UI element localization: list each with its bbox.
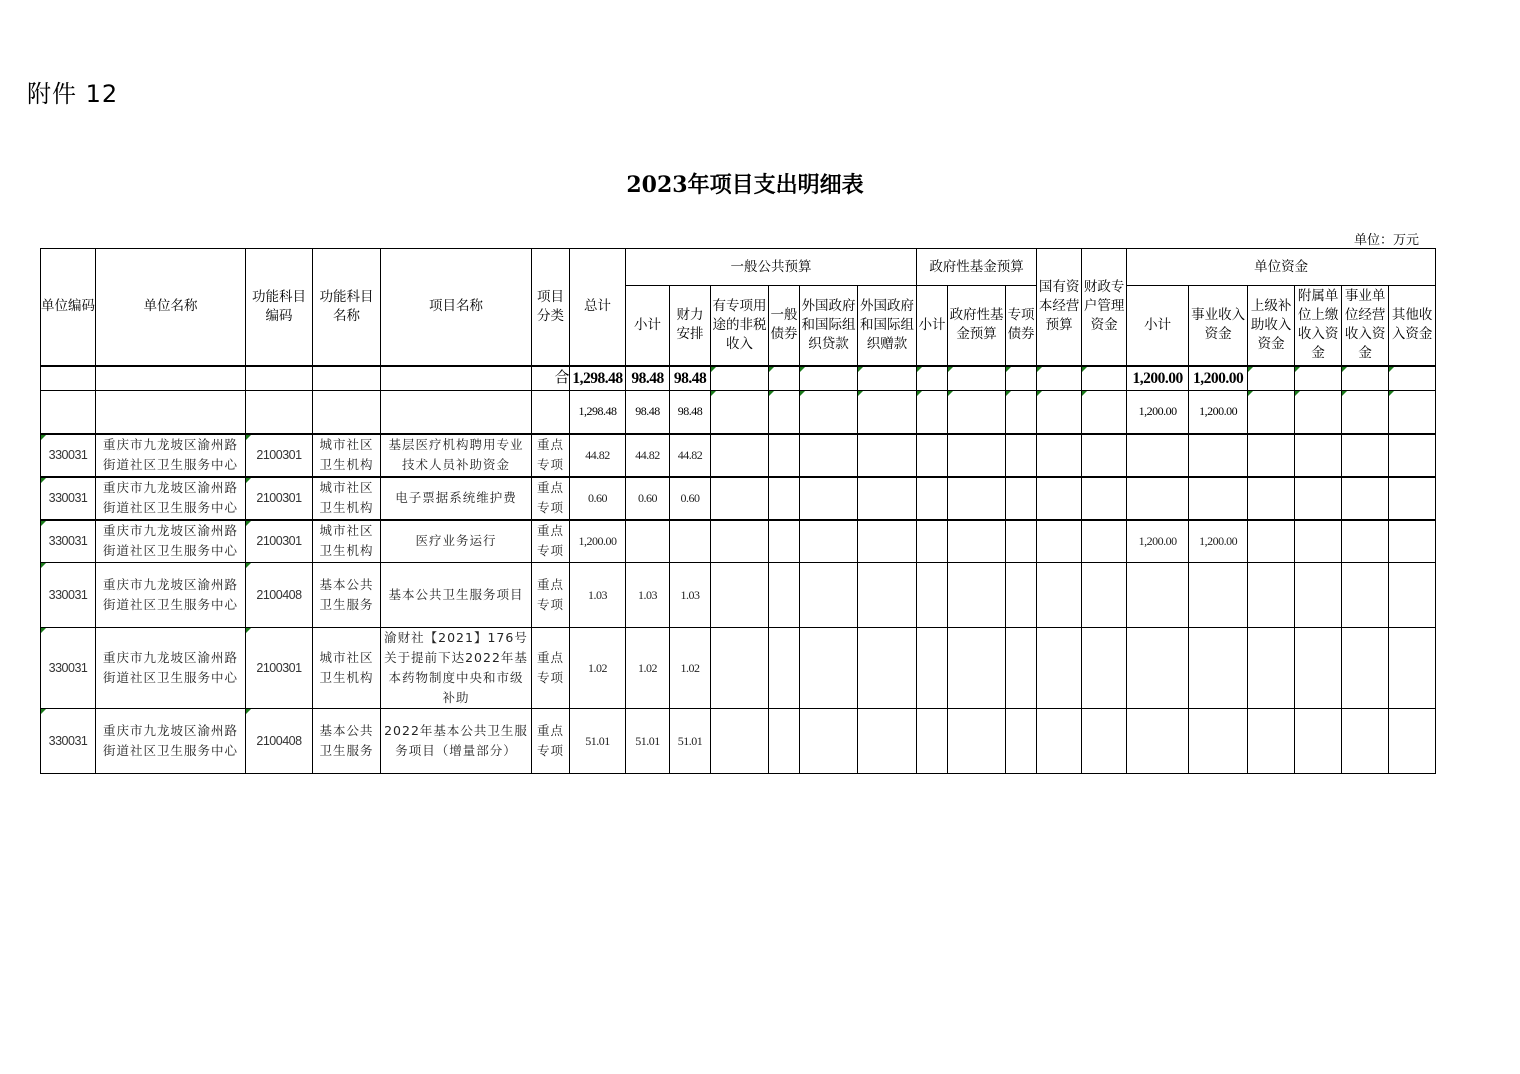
subtotal-cell-empty (917, 391, 948, 434)
cell-unit-code (41, 477, 96, 520)
cell-value: 2100301 (256, 448, 302, 462)
cell-gf-bond (1006, 477, 1037, 520)
cell-value: 城市社区卫生机构 (319, 480, 374, 515)
cell-gen-subtotal (626, 709, 670, 774)
total-cell-empty (800, 366, 858, 391)
subtotal-gen-subtotal: 98.48 (626, 391, 670, 434)
cell-unit-name (96, 520, 246, 563)
header-func-code: 功能科目编码 (246, 249, 313, 366)
cell-value: 基层医疗机构聘用专业技术人员补助资金 (388, 437, 524, 472)
cell-value: 基本公共卫生服务项目 (388, 587, 524, 602)
cell-u-other (1389, 563, 1436, 628)
cell-u-superior (1248, 434, 1295, 477)
cell-gf-budget (948, 434, 1006, 477)
cell-u-business (1189, 477, 1248, 520)
attachment-label: 附件 12 (27, 80, 119, 108)
cell-func-code (246, 520, 313, 563)
cell-gen-bond (769, 628, 800, 709)
cell-total (570, 709, 626, 774)
cell-unit-code (41, 434, 96, 477)
cell-value: 1.03 (588, 588, 607, 602)
cell-unit-name (96, 434, 246, 477)
header-u-business: 事业收入资金 (1189, 286, 1248, 366)
total-cell-empty (858, 366, 917, 391)
cell-value: 医疗业务运行 (415, 533, 497, 549)
header-u-affiliated: 附属单位上缴收入资金 (1295, 286, 1342, 366)
cell-state-capital (1037, 563, 1082, 628)
cell-func-name (313, 434, 381, 477)
table-row (41, 477, 1436, 520)
cell-u-affiliated (1295, 520, 1342, 563)
cell-project-type (532, 520, 570, 563)
cell-value: 2100408 (256, 734, 302, 748)
subtotal-cell-empty (711, 391, 769, 434)
cell-func-code (246, 709, 313, 774)
cell-gf-bond (1006, 563, 1037, 628)
cell-u-superior (1248, 477, 1295, 520)
subtotal-gen-fiscal: 98.48 (670, 391, 711, 434)
cell-u-other (1389, 709, 1436, 774)
project-expenditure-table (40, 248, 1436, 774)
cell-func-code (246, 477, 313, 520)
cell-gen-foreign-gift (858, 520, 917, 563)
table-row (41, 709, 1436, 774)
cell-func-name (313, 709, 381, 774)
cell-gen-fiscal (670, 477, 711, 520)
cell-u-affiliated (1295, 477, 1342, 520)
header-gen-subtotal: 小计 (626, 286, 670, 366)
cell-func-name (313, 477, 381, 520)
cell-gf-budget (948, 520, 1006, 563)
cell-fiscal-account (1082, 477, 1127, 520)
cell-value: 电子票据系统维护费 (395, 490, 517, 505)
subtotal-cell-empty (313, 391, 381, 434)
cell-u-affiliated (1295, 563, 1342, 628)
total-cell-empty (1006, 366, 1037, 391)
cell-project-name (381, 563, 532, 628)
cell-fiscal-account (1082, 628, 1127, 709)
cell-gen-bond (769, 563, 800, 628)
cell-gen-subtotal (626, 628, 670, 709)
cell-unit-code (41, 628, 96, 709)
cell-state-capital (1037, 520, 1082, 563)
cell-u-operating (1342, 563, 1389, 628)
cell-u-subtotal (1127, 709, 1189, 774)
subtotal-cell-empty (41, 391, 96, 434)
cell-value: 1.02 (588, 661, 607, 675)
total-cell-empty (41, 366, 96, 391)
cell-value: 重庆市九龙坡区渝州路街道社区卫生服务中心 (102, 650, 238, 685)
cell-value: 1,200.00 (1199, 534, 1238, 549)
cell-gen-nontax (711, 628, 769, 709)
cell-gf-subtotal (917, 520, 948, 563)
cell-value: 重点专项 (536, 523, 564, 559)
cell-value: 重点专项 (536, 437, 564, 472)
cell-gf-subtotal (917, 434, 948, 477)
cell-project-type (532, 434, 570, 477)
cell-u-operating (1342, 477, 1389, 520)
table-row (41, 628, 1436, 709)
header-project-name: 项目名称 (381, 249, 532, 366)
header-gen-foreign-gift: 外国政府和国际组织赠款 (858, 286, 917, 366)
header-group-unit-funds: 单位资金 (1127, 249, 1436, 286)
cell-fiscal-account (1082, 563, 1127, 628)
cell-gen-foreign-gift (858, 709, 917, 774)
subtotal-total: 1,298.48 (570, 391, 626, 434)
cell-unit-name (96, 628, 246, 709)
subtotal-cell-empty (1248, 391, 1295, 434)
cell-value: 330031 (48, 534, 88, 549)
cell-gf-bond (1006, 520, 1037, 563)
total-cell-empty (1342, 366, 1389, 391)
cell-project-name (381, 477, 532, 520)
cell-total (570, 628, 626, 709)
cell-value: 重庆市九龙坡区渝州路街道社区卫生服务中心 (102, 480, 238, 515)
cell-gen-foreign-gift (858, 477, 917, 520)
cell-unit-code (41, 709, 96, 774)
cell-gen-foreign-loan (800, 563, 858, 628)
cell-gf-budget (948, 628, 1006, 709)
total-cell-empty (1082, 366, 1127, 391)
cell-project-type (532, 477, 570, 520)
cell-u-other (1389, 477, 1436, 520)
cell-u-other (1389, 520, 1436, 563)
cell-u-subtotal (1127, 434, 1189, 477)
cell-u-affiliated (1295, 628, 1342, 709)
cell-fiscal-account (1082, 434, 1127, 477)
cell-value: 重庆市九龙坡区渝州路街道社区卫生服务中心 (102, 723, 238, 758)
cell-func-name (313, 563, 381, 628)
cell-gen-subtotal (626, 520, 670, 563)
cell-gen-foreign-loan (800, 477, 858, 520)
total-gen-subtotal: 98.48 (626, 366, 670, 391)
header-gen-fiscal: 财力安排 (670, 286, 711, 366)
cell-gf-budget (948, 477, 1006, 520)
table-row (41, 434, 1436, 477)
cell-gen-nontax (711, 520, 769, 563)
cell-value: 51.01 (585, 734, 610, 748)
cell-u-superior (1248, 709, 1295, 774)
cell-u-subtotal (1127, 477, 1189, 520)
cell-value: 基本公共卫生服务 (319, 577, 374, 612)
cell-value: 城市社区卫生机构 (319, 650, 374, 685)
cell-value: 0.60 (588, 491, 607, 505)
cell-value: 重点专项 (536, 480, 564, 515)
cell-u-subtotal (1127, 563, 1189, 628)
cell-value: 重庆市九龙坡区渝州路街道社区卫生服务中心 (102, 523, 238, 559)
cell-value: 1.02 (638, 661, 657, 675)
cell-gen-bond (769, 709, 800, 774)
cell-value: 2100408 (256, 588, 302, 602)
cell-value: 44.82 (585, 448, 610, 462)
subtotal-u-subtotal: 1,200.00 (1127, 391, 1189, 434)
header-unit-name: 单位名称 (96, 249, 246, 366)
total-u-business: 1,200.00 (1189, 366, 1248, 391)
cell-value: 51.01 (677, 734, 703, 748)
cell-gen-fiscal (670, 434, 711, 477)
cell-value: 2100301 (256, 491, 302, 505)
cell-u-operating (1342, 628, 1389, 709)
subtotal-cell-empty (1342, 391, 1389, 434)
cell-gen-subtotal (626, 434, 670, 477)
subtotal-cell-empty (1389, 391, 1436, 434)
cell-func-code (246, 434, 313, 477)
header-gf-budget: 政府性基金预算 (948, 286, 1006, 366)
total-row (41, 366, 1436, 391)
cell-total (570, 477, 626, 520)
cell-value: 51.01 (635, 734, 660, 748)
cell-fiscal-account (1082, 709, 1127, 774)
header-u-other: 其他收入资金 (1389, 286, 1436, 366)
cell-gf-budget (948, 709, 1006, 774)
cell-gf-bond (1006, 434, 1037, 477)
cell-gen-subtotal (626, 477, 670, 520)
cell-gen-foreign-loan (800, 434, 858, 477)
total-cell-empty (1037, 366, 1082, 391)
cell-value: 44.82 (677, 448, 703, 462)
cell-unit-name (96, 563, 246, 628)
cell-u-business (1189, 628, 1248, 709)
cell-unit-code (41, 563, 96, 628)
cell-value: 0.60 (680, 491, 700, 505)
data-rows (41, 434, 1436, 774)
cell-value: 重点专项 (536, 650, 564, 685)
cell-project-type (532, 709, 570, 774)
cell-u-superior (1248, 563, 1295, 628)
total-cell-empty (1389, 366, 1436, 391)
cell-func-code (246, 563, 313, 628)
total-cell-empty (948, 366, 1006, 391)
cell-gen-nontax (711, 709, 769, 774)
cell-u-affiliated (1295, 709, 1342, 774)
header-row-1 (41, 249, 1436, 286)
cell-value: 城市社区卫生机构 (319, 523, 374, 559)
total-cell-empty (1295, 366, 1342, 391)
cell-u-business (1189, 709, 1248, 774)
cell-u-superior (1248, 520, 1295, 563)
cell-value: 330031 (48, 661, 88, 675)
cell-gf-bond (1006, 628, 1037, 709)
total-label: 合 (532, 366, 570, 391)
cell-value: 重庆市九龙坡区渝州路街道社区卫生服务中心 (102, 577, 238, 612)
cell-value: 城市社区卫生机构 (319, 437, 374, 472)
cell-u-subtotal (1127, 628, 1189, 709)
cell-gen-nontax (711, 434, 769, 477)
cell-u-business (1189, 563, 1248, 628)
subtotal-u-business: 1,200.00 (1189, 391, 1248, 434)
cell-u-superior (1248, 628, 1295, 709)
cell-value: 330031 (48, 588, 88, 602)
cell-value: 44.82 (635, 448, 660, 462)
cell-value: 2100301 (256, 534, 302, 549)
header-group-gov-fund: 政府性基金预算 (917, 249, 1037, 286)
header-gf-subtotal: 小计 (917, 286, 948, 366)
cell-state-capital (1037, 709, 1082, 774)
subtotal-cell-empty (800, 391, 858, 434)
cell-value: 330031 (48, 448, 88, 462)
cell-func-code (246, 628, 313, 709)
cell-value: 330031 (48, 491, 88, 505)
cell-value: 2100301 (256, 661, 302, 675)
cell-total (570, 563, 626, 628)
cell-value: 1.03 (638, 588, 657, 602)
unit-label: 单位：万元 (1354, 233, 1420, 248)
cell-value: 基本公共卫生服务 (319, 723, 374, 758)
cell-fiscal-account (1082, 520, 1127, 563)
cell-state-capital (1037, 434, 1082, 477)
total-cell-empty (313, 366, 381, 391)
cell-u-other (1389, 628, 1436, 709)
cell-project-name (381, 520, 532, 563)
header-state-capital: 国有资本经营预算 (1037, 249, 1082, 366)
cell-value: 330031 (48, 734, 88, 748)
subtotal-cell-empty (948, 391, 1006, 434)
cell-project-type (532, 563, 570, 628)
total-cell-empty (711, 366, 769, 391)
header-gen-bond: 一般债券 (769, 286, 800, 366)
cell-u-operating (1342, 709, 1389, 774)
cell-value: 渝财社【2021】176号关于提前下达2022年基本药物制度中央和市级补助 (384, 630, 528, 705)
cell-func-name (313, 628, 381, 709)
subtotal-cell-empty (96, 391, 246, 434)
cell-gen-foreign-loan (800, 628, 858, 709)
cell-value: 1.02 (680, 661, 700, 675)
cell-gen-subtotal (626, 563, 670, 628)
total-gen-fiscal: 98.48 (670, 366, 711, 391)
cell-value: 1.03 (680, 588, 700, 602)
header-gen-foreign-loan: 外国政府和国际组织贷款 (800, 286, 858, 366)
cell-gf-subtotal (917, 477, 948, 520)
cell-gen-fiscal (670, 709, 711, 774)
cell-state-capital (1037, 628, 1082, 709)
cell-value: 2022年基本公共卫生服务项目（增量部分） (384, 723, 528, 758)
total-total: 1,298.48 (570, 366, 626, 391)
total-cell-empty (917, 366, 948, 391)
header-u-subtotal: 小计 (1127, 286, 1189, 366)
cell-unit-code (41, 520, 96, 563)
subtotal-cell-empty (1295, 391, 1342, 434)
cell-value: 重点专项 (536, 577, 564, 612)
header-gen-nontax: 有专项用途的非税收入 (711, 286, 769, 366)
cell-project-name (381, 709, 532, 774)
cell-func-name (313, 520, 381, 563)
cell-gen-bond (769, 520, 800, 563)
header-u-operating: 事业单位经营收入资金 (1342, 286, 1389, 366)
subtotal-cell-empty (1037, 391, 1082, 434)
cell-gf-subtotal (917, 628, 948, 709)
table-row (41, 563, 1436, 628)
header-unit-code: 单位编码 (41, 249, 96, 366)
cell-project-type (532, 628, 570, 709)
cell-gen-fiscal (670, 520, 711, 563)
subtotal-cell-empty (381, 391, 532, 434)
header-group-general: 一般公共预算 (626, 249, 917, 286)
subtotal-cell-empty (1006, 391, 1037, 434)
cell-gf-subtotal (917, 709, 948, 774)
subtotal-row (41, 391, 1436, 434)
total-cell-empty (246, 366, 313, 391)
cell-unit-name (96, 709, 246, 774)
cell-u-operating (1342, 520, 1389, 563)
header-project-type: 项目分类 (532, 249, 570, 366)
cell-gen-bond (769, 434, 800, 477)
subtotal-cell-empty (858, 391, 917, 434)
cell-gen-fiscal (670, 628, 711, 709)
total-cell-empty (769, 366, 800, 391)
cell-total (570, 434, 626, 477)
cell-u-affiliated (1295, 434, 1342, 477)
cell-value: 0.60 (638, 491, 657, 505)
cell-unit-name (96, 477, 246, 520)
cell-gen-foreign-gift (858, 563, 917, 628)
page-title: 2023年项目支出明细表 (626, 172, 864, 198)
cell-project-name (381, 628, 532, 709)
cell-value: 重庆市九龙坡区渝州路街道社区卫生服务中心 (102, 437, 238, 472)
cell-u-subtotal (1127, 520, 1189, 563)
cell-value: 1,200.00 (578, 534, 617, 549)
cell-gen-bond (769, 477, 800, 520)
cell-gen-foreign-loan (800, 520, 858, 563)
cell-u-business (1189, 434, 1248, 477)
cell-u-operating (1342, 434, 1389, 477)
total-cell-empty (381, 366, 532, 391)
cell-project-name (381, 434, 532, 477)
subtotal-cell-empty (769, 391, 800, 434)
header-total: 总计 (570, 249, 626, 366)
cell-value: 1,200.00 (1138, 534, 1177, 549)
cell-gen-nontax (711, 477, 769, 520)
cell-gen-foreign-gift (858, 628, 917, 709)
header-func-name: 功能科目名称 (313, 249, 381, 366)
cell-state-capital (1037, 477, 1082, 520)
cell-gf-subtotal (917, 563, 948, 628)
cell-total (570, 520, 626, 563)
cell-u-other (1389, 434, 1436, 477)
cell-u-business (1189, 520, 1248, 563)
cell-gf-bond (1006, 709, 1037, 774)
header-u-superior: 上级补助收入资金 (1248, 286, 1295, 366)
table-row (41, 520, 1436, 563)
subtotal-cell-empty (1082, 391, 1127, 434)
cell-gen-foreign-gift (858, 434, 917, 477)
cell-gen-foreign-loan (800, 709, 858, 774)
cell-value: 重点专项 (536, 723, 564, 758)
subtotal-cell-empty (532, 391, 570, 434)
total-cell-empty (1248, 366, 1295, 391)
cell-gf-budget (948, 563, 1006, 628)
cell-gen-fiscal (670, 563, 711, 628)
subtotal-cell-empty (246, 391, 313, 434)
total-cell-empty (96, 366, 246, 391)
total-u-subtotal: 1,200.00 (1127, 366, 1189, 391)
header-gf-bond: 专项债券 (1006, 286, 1037, 366)
header-fiscal-account: 财政专户管理资金 (1082, 249, 1127, 366)
cell-gen-nontax (711, 563, 769, 628)
